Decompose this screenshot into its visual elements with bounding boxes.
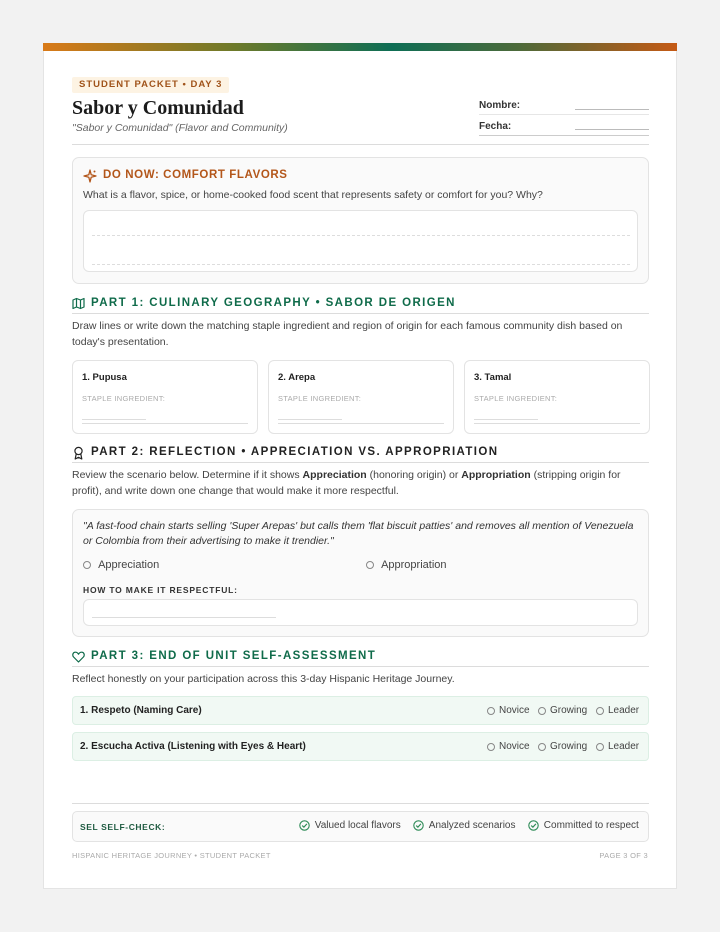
novice-option[interactable] <box>487 705 530 716</box>
scenario-text: "A fast-food chain starts selling 'Super Arepas' but calls them 'flat biscuit patties' and removes all mention of Venezuela or Colombia from their advertising to make it trendier." <box>83 520 634 547</box>
scenario-card <box>72 509 649 637</box>
row-label: 2. Escucha Activa (Listening with Eyes & Heart) <box>80 741 306 752</box>
appropriation-option[interactable] <box>366 559 447 571</box>
leader-option[interactable] <box>596 741 639 752</box>
dish-card-pupusa[interactable] <box>72 360 258 434</box>
radio-icon[interactable] <box>487 707 495 715</box>
packet-badge: STUDENT PACKET • DAY 3 <box>72 77 229 93</box>
dish-name: 3. Tamal <box>474 372 512 383</box>
region-line <box>278 423 444 424</box>
sel-check-item[interactable] <box>528 820 639 831</box>
sparkle-icon <box>83 169 97 183</box>
option-label: Growing <box>550 741 588 752</box>
worksheet-page <box>43 43 677 889</box>
dish-ingredient-label: STAPLE INGREDIENT: <box>474 394 558 403</box>
respectful-input[interactable] <box>83 599 638 626</box>
dish-card-arepa[interactable] <box>268 360 454 434</box>
heart-icon <box>72 651 85 663</box>
page-title: Sabor y Comunidad <box>72 97 244 119</box>
self-assessment-row <box>72 696 649 725</box>
sel-check-item[interactable] <box>413 820 516 831</box>
option-label: Appropriation <box>381 559 447 572</box>
instr-text: Review the scenario below. Determine if it shows <box>72 469 303 481</box>
part3-title: PART 3: END OF UNIT SELF-ASSESSMENT <box>91 650 377 662</box>
self-assessment-row <box>72 732 649 761</box>
dish-ingredient-label: STAPLE INGREDIENT: <box>82 394 166 403</box>
instr-appreciation: Appreciation <box>302 469 367 481</box>
check-circle-icon <box>299 820 310 831</box>
radio-icon[interactable] <box>366 561 374 569</box>
option-label: Appreciation <box>98 559 160 572</box>
date-label: Fecha: <box>479 121 512 132</box>
part3-instructions: Reflect honestly on your participation across this 3-day Hispanic Heritage Journey. <box>72 673 455 685</box>
radio-icon[interactable] <box>538 707 546 715</box>
part1-title: PART 1: CULINARY GEOGRAPHY • SABOR DE ORIGEN <box>91 297 456 309</box>
part3-divider <box>72 666 649 667</box>
award-icon <box>72 446 85 460</box>
sel-item-label: Analyzed scenarios <box>428 820 516 831</box>
ingredient-line <box>474 419 538 420</box>
region-line <box>82 423 248 424</box>
instr-text: (honoring origin) or <box>366 469 462 481</box>
radio-icon[interactable] <box>596 743 604 751</box>
answer-line <box>92 235 630 236</box>
footer-page-number: PAGE 3 OF 3 <box>599 851 648 860</box>
ingredient-line <box>82 419 146 420</box>
sel-item-label: Valued local flavors <box>314 820 401 831</box>
radio-icon[interactable] <box>487 743 495 751</box>
option-label: Growing <box>550 705 588 716</box>
option-label: Leader <box>608 705 640 716</box>
name-field[interactable] <box>575 109 649 110</box>
section-divider <box>72 144 649 145</box>
row-label: 1. Respeto (Naming Care) <box>80 705 202 716</box>
option-label: Novice <box>499 705 530 716</box>
do-now-answer-box[interactable] <box>83 210 638 272</box>
leader-option[interactable] <box>596 705 639 716</box>
novice-option[interactable] <box>487 741 530 752</box>
radio-icon[interactable] <box>83 561 91 569</box>
part2-divider <box>72 462 649 463</box>
sel-check-item[interactable] <box>299 820 401 831</box>
do-now-prompt: What is a flavor, spice, or home-cooked food scent that represents safety or comfort for you? Why? <box>83 189 543 201</box>
radio-icon[interactable] <box>596 707 604 715</box>
check-circle-icon <box>528 820 539 831</box>
respectful-label: HOW TO MAKE IT RESPECTFUL: <box>83 585 238 595</box>
sel-self-check-bar <box>72 811 649 842</box>
option-label: Leader <box>608 741 640 752</box>
name-label: Nombre: <box>479 100 521 111</box>
date-field[interactable] <box>575 129 649 130</box>
header-divider <box>479 114 649 115</box>
footer-divider <box>72 803 649 804</box>
part2-title: PART 2: REFLECTION • APPRECIATION VS. APPROPRIATION <box>91 446 499 458</box>
instr-text: (stripping origin for profit), and write down one change that would make it more respectful. <box>72 469 621 497</box>
header-divider-2 <box>479 135 649 136</box>
do-now-card <box>72 157 649 284</box>
part2-instructions <box>72 467 649 499</box>
do-now-title: DO NOW: COMFORT FLAVORS <box>103 169 288 181</box>
check-circle-icon <box>413 820 424 831</box>
gradient-top-bar <box>43 43 677 51</box>
map-icon <box>72 297 85 310</box>
sel-title: SEL SELF-CHECK: <box>80 822 166 832</box>
growing-option[interactable] <box>538 705 587 716</box>
footer-left: HISPANIC HERITAGE JOURNEY • STUDENT PACKET <box>72 851 271 860</box>
region-line <box>474 423 640 424</box>
radio-icon[interactable] <box>538 743 546 751</box>
input-line <box>92 617 276 618</box>
page-subtitle: "Sabor y Comunidad" (Flavor and Community) <box>72 122 288 134</box>
appreciation-option[interactable] <box>83 559 159 571</box>
ingredient-line <box>278 419 342 420</box>
sel-item-label: Committed to respect <box>543 820 639 831</box>
instr-appropriation: Appropriation <box>461 469 531 481</box>
part1-instructions: Draw lines or write down the matching staple ingredient and region of origin for each famous community dish based on today's presentation. <box>72 320 623 348</box>
dish-ingredient-label: STAPLE INGREDIENT: <box>278 394 362 403</box>
dish-name: 2. Arepa <box>278 372 316 383</box>
growing-option[interactable] <box>538 741 587 752</box>
dish-name: 1. Pupusa <box>82 372 127 383</box>
option-label: Novice <box>499 741 530 752</box>
part1-divider <box>72 313 649 314</box>
dish-card-tamal[interactable] <box>464 360 650 434</box>
answer-line <box>92 264 630 265</box>
